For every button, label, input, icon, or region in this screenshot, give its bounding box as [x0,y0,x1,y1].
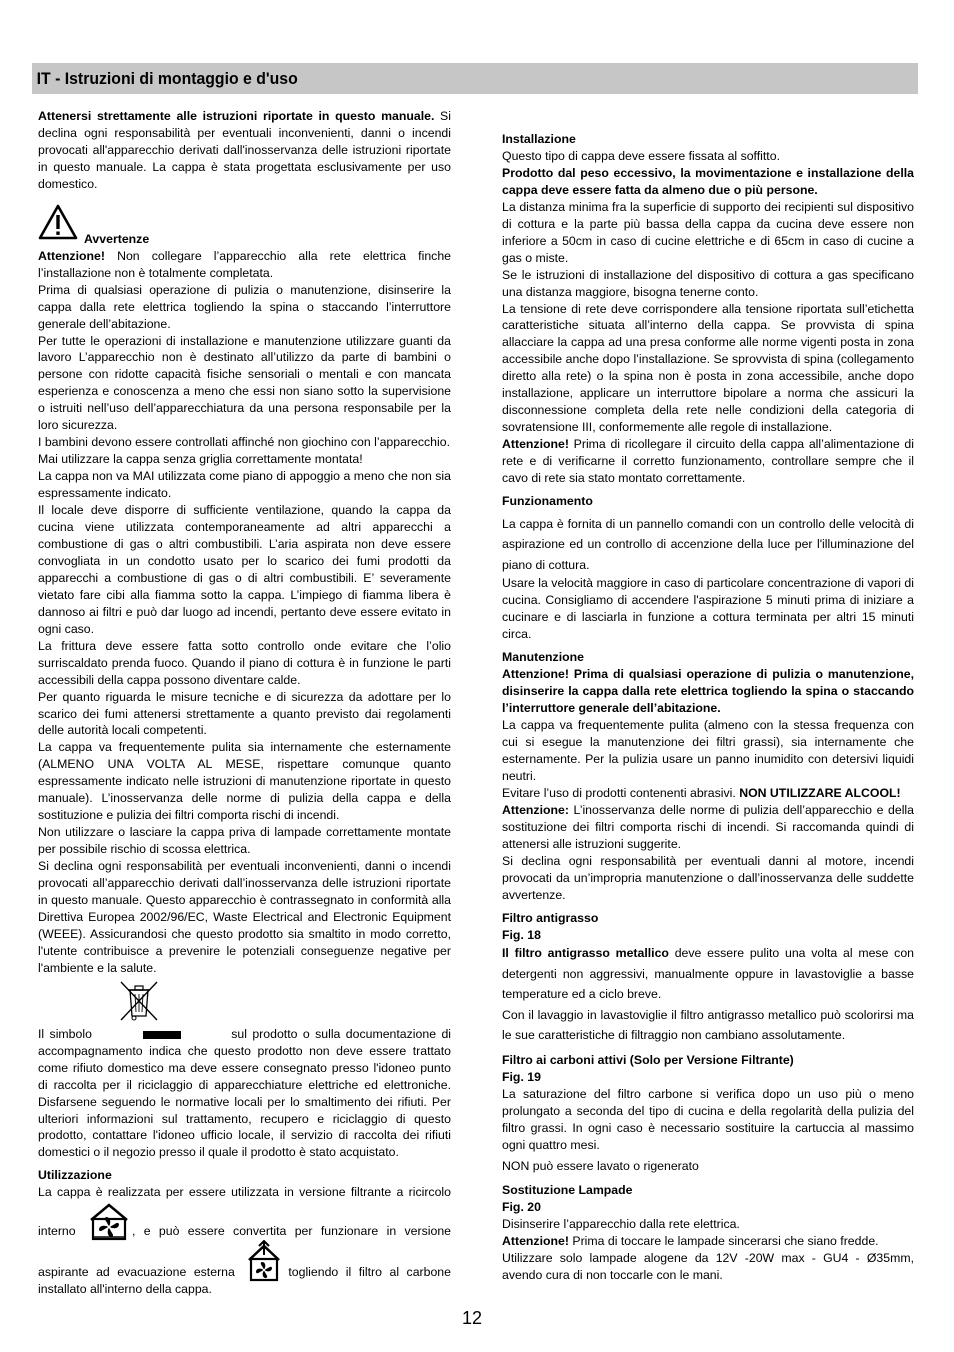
warning-p4: I bambini devono essere controllati affinché non giochino con l’apparecchio. [38,435,450,450]
installation-attention-label: Attenzione! [502,437,569,452]
operation-p2: Usare la velocità maggiore in caso di particolare concentrazione di vapori di cucina. Consigliamo di accendere l'aspirazione 5 minuti prima di iniziare a cucinare e di lasciarla in funzione a cottura terminata per altri 15 minuti circa. [502,576,914,642]
lamp-title: Sostituzione Lampade [502,1183,633,1198]
use-paragraph [38,1184,451,1298]
warning-p5: Mai utilizzare la cappa senza griglia correttamente montata! [38,452,363,467]
installation-p6-text: Prima di ricollegare il circuito della cappa all’alimentazione di rete e di verificarne il corretto funzionamento, controllare sempre che il cavo di rete sia stato montato correttamente. [502,437,914,486]
maintenance-p4 [502,802,914,853]
weee-paragraph [38,1026,451,1162]
warning-p9: Per quanto riguarda le misure tecniche e di sicurezza da adottare per lo scarico dei fumi attenersi strettamente a quanto previsto dai regolamenti delle autorità locali competenti. [38,689,451,738]
carbon-filter-fig: Fig. 19 [502,1069,541,1084]
attention-label: Attenzione! [38,248,105,263]
installation-p5: La tensione di rete deve corrispondere alla tensione riportata sull’etichetta caratteristiche situata all’interno della cappa. Se provvista di spina allacciare la cappa ad una presa conforme alle norme vigenti posta in zona accessibile anche dopo l’installazione. Se sprovvista di spina (collegamento diretto alla rete) o la spina non è posta in zona accessibile, anche dopo installazione, applicare un interruttore bipolare a norma che assicuri la disconnessione completa della rete nelle condizioni della categoria di sovratensione III, conformemente alle regole di installazione. [502,301,914,435]
operation-p1: La cappa è fornita di un pannello comandi con un controllo delle velocità di aspirazione ed un controllo di accenzione della luce per l'illuminazione del piano di cottura. [502,516,914,572]
lamp-attention-label: Attenzione! [502,1234,569,1249]
warnings-heading [38,231,451,248]
grease-filter-p1-text: deve essere pulito una volta al mese con detergenti non aggressivi, manualmente oppure in lavastoviglie a basse temperature ed a ciclo breve. [502,946,914,1002]
warning-p1 [38,248,451,282]
recirculation-mode-icon [88,1201,130,1241]
maintenance-p3 [502,785,914,802]
carbon-filter-title: Filtro ai carboni attivi (Solo per Versione Filtrante) [502,1052,794,1067]
warning-p8: La frittura deve essere fatta sotto controllo onde evitare che l’olio surriscaldato prenda fuoco. Quando il piano di cottura è in funzione le parti accessibili della cappa possono diventare calde. [38,638,451,687]
grease-filter-p2: Con il lavaggio in lavastoviglie il filtro antigrasso metallico può scolorirsi ma le sue caratteristiche di filtraggio non cambiano assolutamente. [502,1007,914,1043]
warning-p11: Non utilizzare o lasciare la cappa priva di lampade correttamente montate per possibile rischio di scossa elettrica. [38,825,451,857]
section-header [32,63,918,94]
warning-p3: Per tutte le operazioni di installazione e manutenzione utilizzare guanti da lavoro L’apparecchio non è destinato all’utilizzo da parte di bambini o persone con ridotte capacità fisiche sensoriali o mentali e con mancata esperienza e conoscenza a meno che essi non siano sotto la supervisione o istruiti nell’uso dell’apparecchiatura da una persona responsabile per la loro sicurezza. [38,333,451,433]
weee-symbol-row [38,977,451,1026]
warning-p12: Si declina ogni responsabilità per eventuali inconvenienti, danni o incendi provocati all’apparecchio derivati dall’inosservanza delle istruzioni riportate in questo manuale. Questo apparecchio è contrassegnato in conformità alla Direttiva Europea 2002/96/EC, Waste Electrical and Electronic Equipment (WEEE). Assicurandosi che questo prodotto sia smaltito in modo corretto, l'utente contribuisce a prevenire le potenziali conseguenze negative per l'ambiente e la salute. [38,859,451,975]
use-text-c: togliendo il filtro al carbone installato all'interno della cappa. [38,1265,451,1297]
extraction-mode-icon [246,1240,282,1282]
no-alcohol-label: NON UTILIZZARE ALCOOL! [739,785,901,800]
grease-filter-fig: Fig. 18 [502,927,541,942]
grease-filter-bold: Il filtro antigrasso metallico [502,946,669,961]
weee-text-b: sul prodotto o sulla documentazione di accompagnamento indica che questo prodotto non deve essere trattato come rifiuto domestico ma deve essere consegnato presso l'idoneo punto di raccolta per il riciclaggio di apparecchiature elettriche ed elettroniche. Disfarsene seguendo le normative locali per lo smaltimento dei rifiuti. Per ulteriori informazioni sul trattamento, recupero e riciclaggio di questo prodotto, contattare l'idoneo ufficio locale, il servizio di raccolta dei rifiuti domestici o il negozio presso il quale il prodotto è stato acquistato. [38,1026,452,1160]
right-column [502,131,914,1284]
maintenance-p5: Si declina ogni responsabilità per eventuali danni al motore, incendi provocati da un’impropria manutenzione o dall’inosservanza delle suddette avvertenze. [502,853,914,902]
grease-filter-p1 [502,943,914,1005]
warning-p10: La cappa va frequentemente pulita sia internamente che esternamente (ALMENO UNA VOLTA AL MESE, rispettare comunque quanto espressamente indicato nelle istruzioni di manutenzione riportate in questo manuale). L’inosservanza delle norme di pulizia della cappa e della sostituzione e pulizia dei filtri comporta rischi di incendi. [38,740,451,823]
carbon-filter-p1: La saturazione del filtro carbone si verifica dopo un uso più o meno prolungato a seconda del tipo di cucina e della regolarità della pulizia del filtro grassi. In ogni caso è necessario sostituire la cartuccia al massimo ogni quattro mesi. [502,1086,914,1152]
lamp-fig: Fig. 20 [502,1200,541,1215]
maintenance-p3-text: Evitare l’uso di prodotti contenenti abrasivi. [502,785,740,800]
warning-p7: Il locale deve disporre di sufficiente ventilazione, quando la cappa da cucina viene utilizzata contemporaneamente ad altri apparecchi a combustione di gas o altri combustibili. L’aria aspirata non deve essere convogliata in un condotto usato per lo scarico dei fumi prodotti da apparecchi a combustione di gas o di altri combustibili. E’ severamente vietato fare cibi alla fiamma sotto la cappa. L’impiego di fiamma libera è dannoso ai filtri e può dar luogo ad incendi, pertanto deve essere evitato in ogni caso. [38,503,451,636]
crossed-bin-icon [117,978,161,1022]
maintenance-title: Manutenzione [502,650,584,665]
maintenance-attention-label: Attenzione: [502,802,569,817]
use-text-a: La cappa è realizzata per essere utilizzata in versione filtrante a ricircolo interno [38,1185,451,1239]
grease-filter-title: Filtro antigrasso [502,910,599,925]
warning-p1-text: Non collegare l’apparecchio alla rete elettrica finche l’installazione non è totalmente completata. [38,248,451,280]
lamp-p2-text: Prima di toccare le lampade sincerarsi che siano fredde. [568,1234,879,1249]
installation-title: Installazione [502,132,576,146]
warning-p6: La cappa non va MAI utilizzata come piano di appoggio a meno che non sia espressamente indicato. [38,469,451,501]
maintenance-p1: Attenzione! Prima di qualsiasi operazione di pulizia o manutenzione, disinserire la cappa dalla rete elettrica togliendo la spina o staccando l’interruttore generale dell’abitazione. [502,667,914,716]
lamp-p1: Disinserire l’apparecchio dalla rete elettrica. [502,1217,740,1232]
maintenance-p4-text: L’inosservanza delle norme di pulizia dell’apparecchio e della sostituzione dei filtri comporta rischi di incendi. Si raccomanda quindi di attenersi alle istruzioni suggerite. [502,802,914,851]
installation-p1: Questo tipo di cappa deve essere fissata al soffitto. [502,148,780,163]
intro-bold: Attenersi strettamente alle istruzioni riportate in questo manuale. [38,109,435,123]
lamp-p2 [502,1233,914,1250]
intro-text: Si declina ogni responsabilità per eventuali inconvenienti, danni o incendi provocati all'apparecchio derivati dall'inosservanza delle istruzioni riportate in questo manuale. La cappa è stata progettata esclusivamente per uso domestico. [38,109,451,191]
installation-p3: La distanza minima fra la superficie di supporto dei recipienti sul dispositivo di cottura e la parte più bassa della cappa da cucina deve essere non inferiore a 50cm in caso di cucine elettriche e di 65cm in caso di cucine a gas o miste. [502,199,914,265]
weee-black-bar [143,1031,181,1039]
carbon-filter-p2: NON può essere lavato o rigenerato [502,1158,699,1173]
installation-p2: Prodotto dal peso eccessivo, la movimentazione e installazione della cappa deve essere fatta da almeno due o più persone. [502,165,914,197]
warning-p2: Prima di qualsiasi operazione di pulizia o manutenzione, disinserire la cappa dalla rete elettrica togliendo la spina o staccando l’interruttore generale dell’abitazione. [38,282,451,331]
page-number: 12 [462,1308,483,1328]
warning-triangle-icon [38,204,78,240]
weee-text-a: Il simbolo [38,1026,92,1041]
lamp-p3: Utilizzare solo lampade alogene da 12V -20W max - GU4 - Ø35mm, avendo cura di non toccarle con le mani. [502,1251,914,1282]
operation-title: Funzionamento [502,494,593,509]
use-title: Utilizzazione [38,1168,112,1183]
left-column [38,108,451,1298]
page-title: IT - Istruzioni di montaggio e d'uso [36,69,298,88]
intro-paragraph [38,108,451,193]
installation-p6 [502,436,914,487]
use-text-b: , e può essere convertita per funzionare in versione aspirante ad evacuazione esterna [38,1224,452,1280]
warnings-title: Avvertenze [84,231,150,246]
maintenance-p2: La cappa va frequentemente pulita (almeno con la stessa frequenza con cui si esegue la manutenzione dei filtri grassi), sia internamente che esternamente. Per la pulizia usare un panno inumidito con detersivi liquidi neutri. [502,718,914,783]
installation-p4: Se le istruzioni di installazione del dispositivo di cottura a gas specificano una distanza maggiore, bisogna tenerne conto. [502,267,914,299]
